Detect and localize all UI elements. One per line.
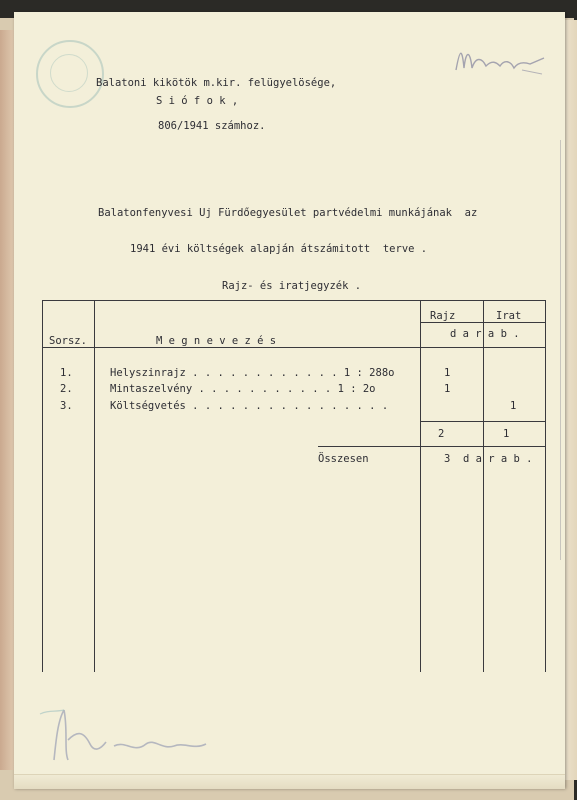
- header-irat: Irat: [496, 310, 522, 322]
- name-column-divider: [420, 300, 421, 672]
- subtotal-rajz: 2: [438, 428, 445, 440]
- total-value: 3 d a r a b .: [444, 453, 533, 465]
- bottom-sheet-fold: [14, 774, 565, 789]
- office-line: Balatoni kikötök m.kir. felügyelösége,: [96, 77, 337, 89]
- city-line: S i ó f o k ,: [156, 95, 239, 107]
- table-left-border: [42, 300, 43, 672]
- header-bottom-border: [42, 347, 546, 348]
- table-right-border: [545, 300, 546, 672]
- row-3-name: Költségvetés . . . . . . . . . . . . . . . .: [110, 400, 389, 412]
- rajz-irat-divider: [483, 300, 484, 672]
- row-3-irat: 1: [510, 400, 517, 412]
- subtotal-irat: 1: [503, 428, 510, 440]
- subtotal-bottom-line: [318, 446, 546, 447]
- row-1-num: 1.: [60, 367, 73, 379]
- header-rajz: Rajz: [430, 310, 456, 322]
- row-1-name: Helyszinrajz . . . . . . . . . . . . 1 : 288o: [110, 367, 395, 379]
- list-title: Rajz- és iratjegyzék .: [222, 280, 362, 292]
- table-top-border: [42, 300, 546, 301]
- row-1-rajz: 1: [444, 367, 451, 379]
- header-sorsz: Sorsz.: [49, 335, 87, 347]
- row-2-num: 2.: [60, 383, 73, 395]
- row-3-num: 3.: [60, 400, 73, 412]
- faded-stamp: [36, 40, 104, 108]
- sorsz-column-divider: [94, 300, 95, 672]
- reference-line: 806/1941 számhoz.: [158, 120, 266, 132]
- title-line-1: Balatonfenyvesi Uj Fürdőegyesület partvédelmi munkájának az: [98, 207, 478, 219]
- row-2-name: Mintaszelvény . . . . . . . . . . . 1 : 2o: [110, 383, 376, 395]
- pencil-margin-line: [560, 140, 561, 560]
- total-label: Összesen: [318, 453, 369, 465]
- handwritten-signature-top: [452, 40, 548, 84]
- header-unit: d a r a b .: [450, 328, 520, 340]
- handwritten-signature-bottom: [34, 700, 224, 766]
- title-line-2: 1941 évi költségek alapján átszámitott terve .: [130, 243, 428, 255]
- header-name: M e g n e v e z é s: [156, 335, 277, 347]
- row-2-rajz: 1: [444, 383, 451, 395]
